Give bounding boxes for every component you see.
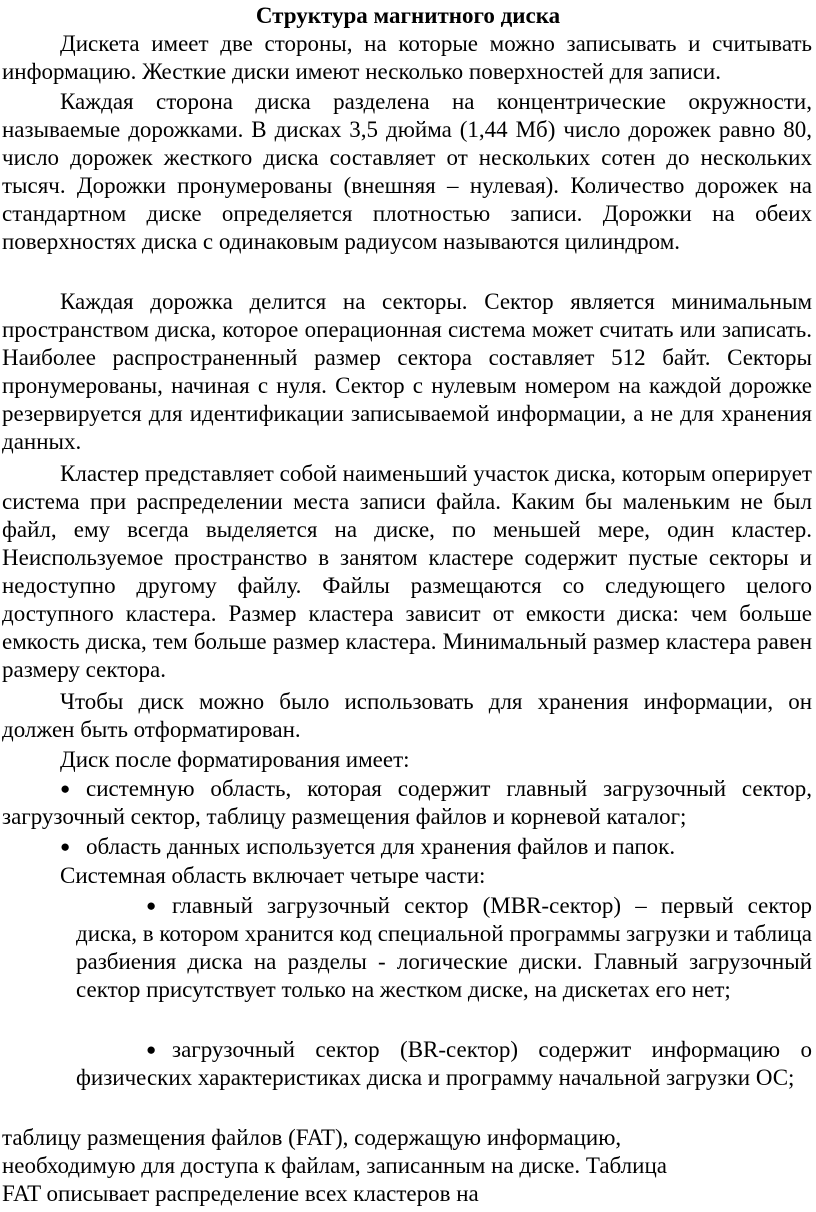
paragraph-sectors: Каждая дорожка делится на секторы. Сектор является минимальным пространством диска, которое операционная система может считать или записать. Наиболее распространенный размер сектора составляет 512 байт. Секторы пронумерованы, начиная с нуля. Сектор с нулевым номером на каждой дорожке резервируется для идентификации записываемой информации, а не для хранения данных. (2, 289, 812, 454)
list-item-br-sector: ● загрузочный сектор (BR-сектор) содержит информацию о физических характеристиках диска и программу начальной загрузки ОС; (76, 1037, 812, 1090)
paragraph-fat: таблицу размещения файлов (FAT), содержащую информацию, необходимую для доступа к файлам, записанным на диске. Таблица FAT описывает распределение всех кластеров на (2, 1125, 667, 1206)
bullet-icon: ● (146, 896, 157, 915)
paragraph-system-area-parts: Системная область включает четыре части: (60, 863, 486, 888)
bullet-icon: ● (60, 779, 71, 798)
list-item-data-area: ● область данных используется для хранения файлов и папок. (60, 834, 676, 859)
bullet-icon: ● (60, 837, 71, 856)
paragraph-tracks: Каждая сторона диска разделена на концентрические окружности, называемые дорожками. В дисках 3,5 дюйма (1,44 Мб) число дорожек равно 80, число дорожек жесткого диска составляет от нескольких сотен до нескольких тысяч. Дорожки пронумерованы (внешняя – нулевая). Количество дорожек на стандартном диске определяется плотностью записи. Дорожки на обеих поверхностях диска с одинаковым радиусом называются цилиндром. (2, 89, 812, 254)
paragraph-cluster: Кластер представляет собой наименьший участок диска, которым оперирует система при распределении места записи файла. Каким бы маленьким не был файл, ему всегда выделяется на диске, по меньшей мере, один кластер. Неиспользуемое пространство в занятом кластере содержит пустые секторы и недоступно другому файлу. Файлы размещаются со следующего целого доступного кластера. Размер кластера зависит от емкости диска: чем больше емкость диска, тем больше размер кластера. Минимальный размер кластера равен размеру сектора. (2, 461, 812, 682)
paragraph-formatting: Чтобы диск можно было использовать для хранения информации, он должен быть отформатирован. (2, 689, 812, 742)
document-title: Структура магнитного диска (255, 3, 561, 28)
list-item-system-area: ● системную область, которая содержит главный загрузочный сектор, загрузочный сектор, таблицу размещения файлов и корневой каталог; (2, 776, 812, 829)
bullet-icon: ● (146, 1040, 157, 1059)
list-item-mbr-sector: ● главный загрузочный сектор (MBR-сектор) – первый сектор диска, в котором хранится код специальной программы загрузки и таблица разбиения диска на разделы - логические диски. Главный загрузочный сектор присутствует только на жестком диске, на дискетах его нет; (76, 893, 812, 1002)
paragraph-diskette-sides: Дискета имеет две стороны, на которые можно записывать и считывать информацию. Жесткие диски имеют несколько поверхностей для записи. (2, 31, 812, 84)
paragraph-after-format: Диск после форматирования имеет: (60, 747, 410, 772)
